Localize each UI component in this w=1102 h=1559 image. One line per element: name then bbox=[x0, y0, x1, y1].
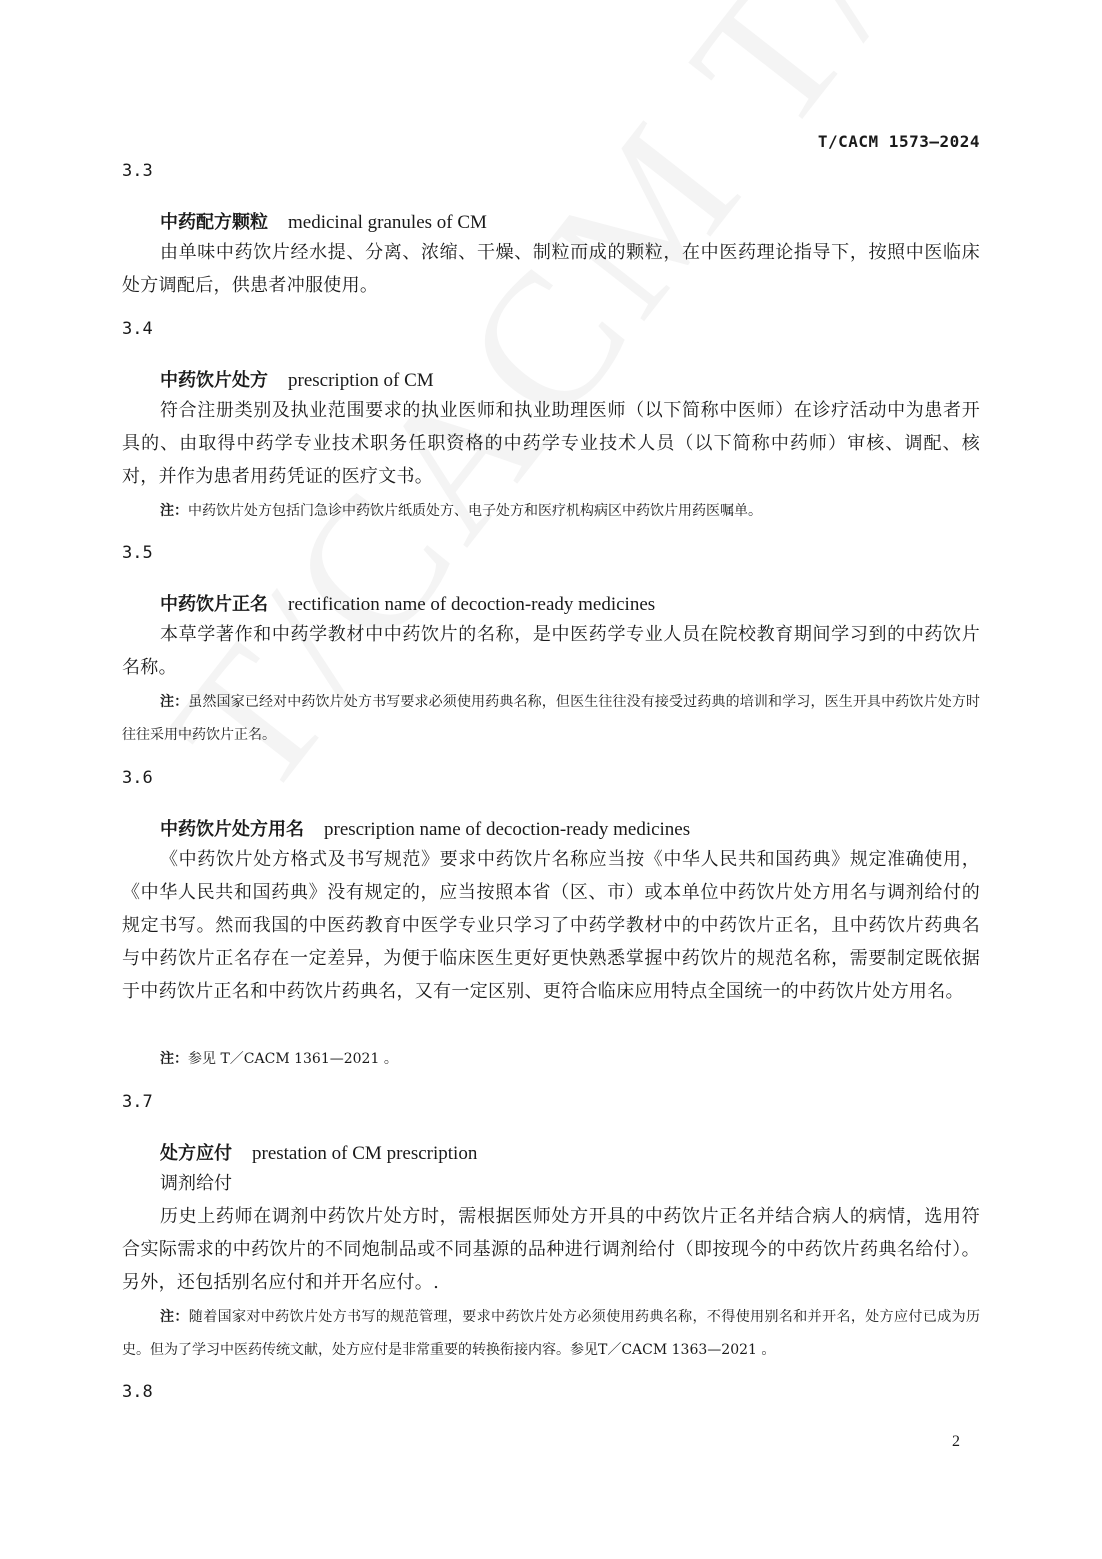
note bbox=[122, 1301, 980, 1367]
clause-number: 3.8 bbox=[122, 1382, 153, 1402]
term-en: rectification name of decoction-ready medicines bbox=[288, 594, 656, 615]
definition: 本草学著作和中药学教材中中药饮片的名称，是中医药学专业人员在院校教育期间学习到的中药饮片名称。 bbox=[122, 624, 980, 678]
note bbox=[122, 686, 980, 752]
definition: 由单味中药饮片经水提、分离、浓缩、干燥、制粒而成的颗粒，在中医药理论指导下，按照中医临床处方调配后，供患者冲服使用。 bbox=[122, 242, 980, 296]
clause-number: 3.5 bbox=[122, 543, 153, 563]
clause-number: 3.4 bbox=[122, 319, 153, 339]
term-zh: 中药饮片处方 bbox=[160, 370, 268, 391]
note-label: 注： bbox=[160, 1309, 189, 1325]
note-text: 虽然国家已经对中药饮片处方书写要求必须使用药典名称，但医生往往没有接受过药典的培训和学习，医生开具中药饮片处方时往往采用中药饮片正名。 bbox=[122, 694, 980, 743]
term-heading bbox=[160, 366, 434, 392]
note-text: 参见 T／CACM 1361—2021 。 bbox=[188, 1051, 398, 1067]
note-label: 注： bbox=[160, 503, 188, 519]
note-text: 中药饮片处方包括门急诊中药饮片纸质处方、电子处方和医疗机构病区中药饮片用药医嘱单。 bbox=[188, 503, 762, 519]
definition: 历史上药师在调剂中药饮片处方时，需根据医师处方开具的中药饮片正名并结合病人的病情，选用符合实际需求的中药饮片的不同炮制品或不同基源的品种进行调剂给付（即按现今的中药饮片药典名给付）。另外，还包括别名应付和并开名应付。. bbox=[122, 1206, 980, 1293]
standard-code: T/CACM 1573—2024 bbox=[817, 132, 980, 151]
page-number: 2 bbox=[952, 1433, 960, 1450]
term-en: prescription name of decoction-ready medicines bbox=[324, 819, 691, 840]
term-heading bbox=[160, 208, 487, 234]
clause-number: 3.6 bbox=[122, 768, 153, 788]
term-en: prestation of CM prescription bbox=[252, 1143, 478, 1164]
term-en: prescription of CM bbox=[288, 370, 434, 391]
clause-number: 3.3 bbox=[122, 161, 153, 181]
alternative-term: 调剂给付 bbox=[160, 1173, 232, 1194]
note-label: 注： bbox=[160, 694, 189, 710]
clause-number: 3.7 bbox=[122, 1092, 153, 1112]
term-zh: 处方应付 bbox=[160, 1143, 232, 1164]
term-heading bbox=[160, 1139, 477, 1165]
term-en: medicinal granules of CM bbox=[288, 212, 487, 233]
term-zh: 中药饮片正名 bbox=[160, 594, 268, 615]
term-heading bbox=[160, 815, 690, 841]
term-heading bbox=[160, 590, 655, 616]
note-label: 注： bbox=[160, 1051, 188, 1067]
note-text: 随着国家对中药饮片处方书写的规范管理，要求中药饮片处方必须使用药典名称，不得使用别名和并开名，处方应付已成为历史。但为了学习中医药传统文献，处方应付是非常重要的转换衔接内容。参见T／CACM 1363—2021 。 bbox=[122, 1309, 981, 1358]
term-zh: 中药饮片处方用名 bbox=[160, 819, 304, 840]
definition: 符合注册类别及执业范围要求的执业医师和执业助理医师（以下简称中医师）在诊疗活动中为患者开具的、由取得中药学专业技术职务任职资格的中药学专业技术人员（以下简称中药师）审核、调配、核对，并作为患者用药凭证的医疗文书。 bbox=[122, 400, 980, 487]
note bbox=[122, 495, 980, 528]
term-zh: 中药配方颗粒 bbox=[160, 212, 268, 233]
note bbox=[122, 1043, 980, 1076]
definition: 《中药饮片处方格式及书写规范》要求中药饮片名称应当按《中华人民共和国药典》规定准确使用，《中华人民共和国药典》没有规定的，应当按照本省（区、市）或本单位中药饮片处方用名与调剂给付的规定书写。然而我国的中医药教育中医学专业只学习了中药学教材中的中药饮片正名，且中药饮片药典名与中药饮片正名存在一定差异，为便于临床医生更好更快熟悉掌握中药饮片的规范名称，需要制定既依据于中药饮片正名和中药饮片药典名，又有一定区别、更符合临床应用特点全国统一的中药饮片处方用名。 bbox=[122, 849, 980, 1002]
